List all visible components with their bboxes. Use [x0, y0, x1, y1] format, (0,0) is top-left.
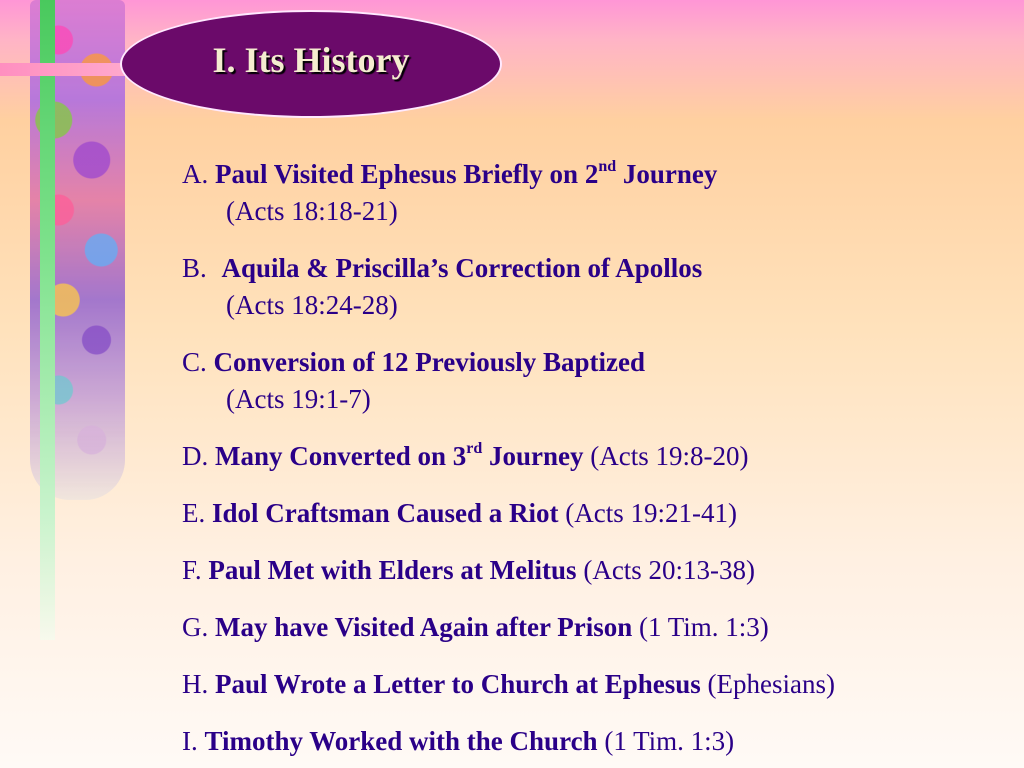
slide-title: I. Its History: [212, 40, 410, 80]
item-letter: H.: [182, 669, 209, 699]
list-item-f: [182, 552, 1022, 589]
item-superscript: nd: [598, 158, 617, 175]
item-reference: (Acts 18:24-28): [226, 290, 398, 320]
item-reference: (1 Tim. 1:3): [604, 726, 735, 756]
list-item-i: [182, 723, 1022, 760]
item-reference: (Acts 18:18-21): [226, 196, 398, 226]
item-letter: F.: [182, 555, 202, 585]
list-item-g: [182, 609, 1022, 646]
item-letter: E.: [182, 498, 206, 528]
item-reference: (Acts 20:13-38): [583, 555, 756, 585]
item-reference: (Acts 19:1-7): [226, 384, 371, 414]
list-item-e: [182, 495, 1022, 532]
item-reference: (1 Tim. 1:3): [638, 612, 769, 642]
title-oval: [120, 10, 502, 118]
item-title-part: Journey: [482, 441, 584, 471]
list-item-h: [182, 666, 1022, 703]
item-title: Aquila & Priscilla’s Correction of Apollos: [221, 253, 703, 283]
list-item-d: [182, 438, 1022, 475]
list-item-a: [182, 156, 1022, 230]
item-letter: A.: [182, 159, 209, 189]
item-title: Idol Craftsman Caused a Riot: [212, 498, 559, 528]
item-title: Paul Met with Elders at Melitus: [208, 555, 577, 585]
list-item-b: [182, 250, 1022, 324]
item-title-part: Journey: [616, 159, 718, 189]
item-superscript: rd: [466, 440, 483, 457]
item-letter: B.: [182, 253, 207, 283]
item-reference: (Ephesians): [707, 669, 835, 699]
list-item-c: [182, 344, 1022, 418]
item-title: Paul Wrote a Letter to Church at Ephesus: [215, 669, 701, 699]
decorative-vertical-bar: [40, 0, 55, 640]
item-title: Conversion of 12 Previously Baptized: [213, 347, 646, 377]
item-letter: C.: [182, 347, 207, 377]
item-letter: G.: [182, 612, 209, 642]
item-title: May have Visited Again after Prison: [215, 612, 633, 642]
item-letter: D.: [182, 441, 209, 471]
item-title-part: Paul Visited Ephesus Briefly on 2: [215, 159, 599, 189]
item-title-part: Many Converted on 3: [215, 441, 467, 471]
item-reference: (Acts 19:21-41): [565, 498, 737, 528]
history-list: [182, 156, 1022, 760]
item-reference: (Acts 19:8-20): [590, 441, 749, 471]
item-letter: I.: [182, 726, 198, 756]
item-title: Timothy Worked with the Church: [204, 726, 598, 756]
